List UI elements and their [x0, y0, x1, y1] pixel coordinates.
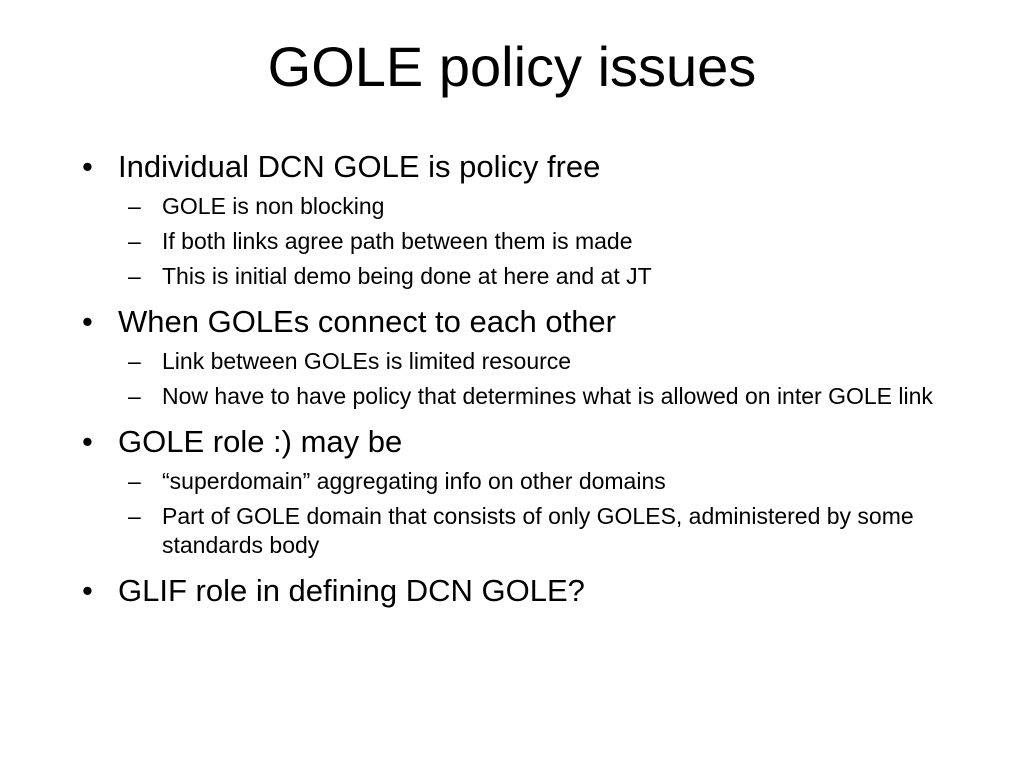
sub-bullet-text: If both links agree path between them is made	[162, 228, 633, 254]
sub-bullet-text: GOLE is non blocking	[162, 193, 385, 219]
sub-bullet-item	[78, 347, 958, 376]
bullet-marker: •	[82, 304, 93, 339]
bullet-item	[78, 572, 958, 610]
bullet-item	[78, 423, 958, 461]
sub-bullet-text: This is initial demo being done at here and at JT	[162, 263, 652, 289]
sub-bullet-item	[78, 382, 958, 411]
dash-marker: –	[128, 348, 141, 374]
sub-bullet-text: “superdomain” aggregating info on other domains	[162, 468, 666, 494]
slide-body	[78, 148, 958, 610]
dash-marker: –	[128, 383, 141, 409]
sub-bullet-item	[78, 502, 958, 560]
bullet-item	[78, 148, 958, 186]
bullet-marker: •	[82, 573, 93, 608]
dash-marker: –	[128, 193, 141, 219]
slide-title: GOLE policy issues	[267, 35, 757, 98]
dash-marker: –	[128, 468, 141, 494]
bullet-text: GLIF role in defining DCN GOLE?	[118, 573, 585, 608]
sub-bullet-item	[78, 467, 958, 496]
dash-marker: –	[128, 503, 141, 529]
bullet-marker: •	[82, 424, 93, 459]
bullet-marker: •	[82, 149, 93, 184]
sub-bullet-item	[78, 192, 958, 221]
sub-bullet-text: Link between GOLEs is limited resource	[162, 348, 572, 374]
dash-marker: –	[128, 263, 141, 289]
bullet-text: Individual DCN GOLE is policy free	[118, 149, 601, 184]
bullet-text: GOLE role :) may be	[118, 424, 403, 459]
sub-bullet-item	[78, 227, 958, 256]
sub-bullet-text: Now have to have policy that determines what is allowed on inter GOLE link	[162, 383, 933, 409]
sub-bullet-item	[78, 262, 958, 291]
bullet-text: When GOLEs connect to each other	[118, 304, 616, 339]
bullet-item	[78, 303, 958, 341]
dash-marker: –	[128, 228, 141, 254]
sub-bullet-text: Part of GOLE domain that consists of only GOLES, administered by some standards body	[162, 503, 914, 558]
